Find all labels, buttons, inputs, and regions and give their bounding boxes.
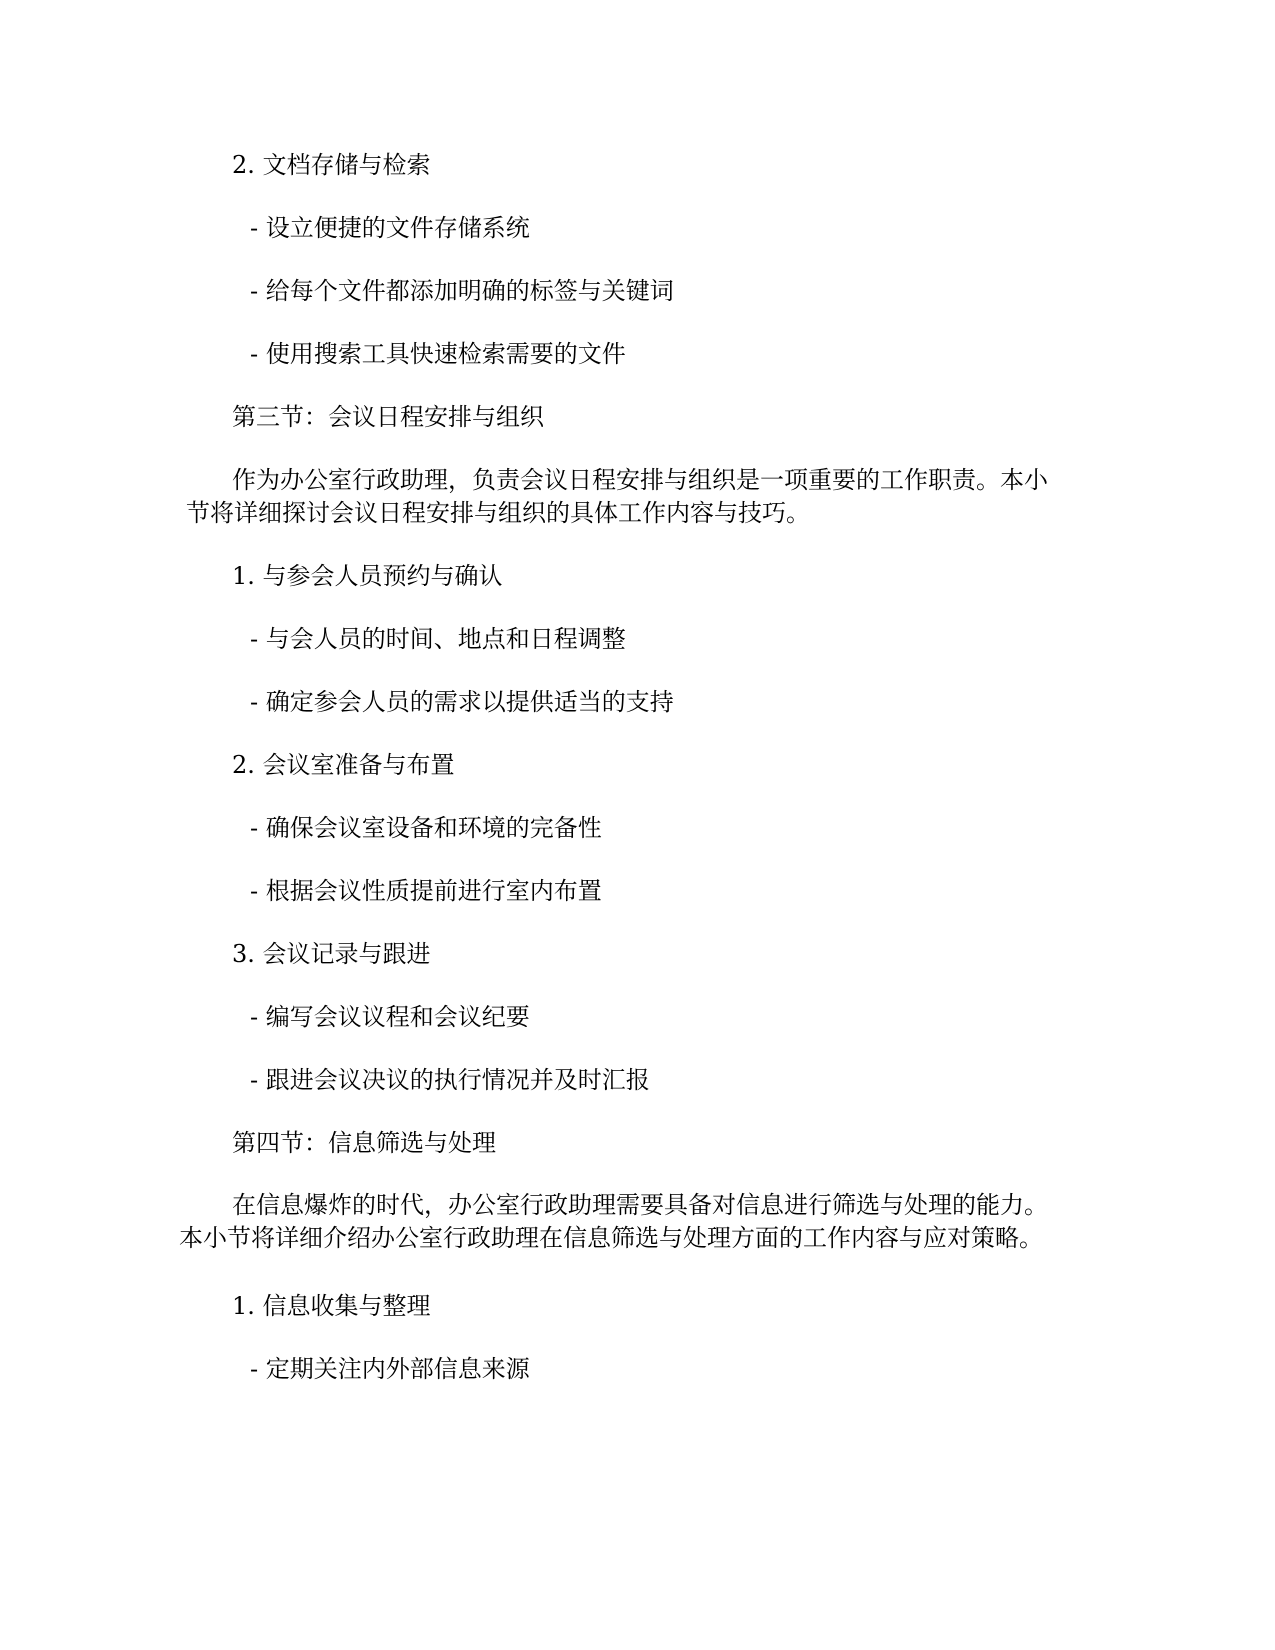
list-item: - 跟进会议决议的执行情况并及时汇报 xyxy=(250,1066,650,1094)
list-item: - 确保会议室设备和环境的完备性 xyxy=(250,814,602,842)
list-heading: 2. 会议室准备与布置 xyxy=(232,751,455,779)
list-item: - 定期关注内外部信息来源 xyxy=(250,1355,530,1383)
paragraph-line: 节将详细探讨会议日程安排与组织的具体工作内容与技巧。 xyxy=(186,499,810,527)
list-item: - 与会人员的时间、地点和日程调整 xyxy=(250,625,626,653)
paragraph-line: 在信息爆炸的时代，办公室行政助理需要具备对信息进行筛选与处理的能力。 xyxy=(232,1191,1048,1219)
list-item: - 编写会议议程和会议纪要 xyxy=(250,1003,530,1031)
list-item: - 根据会议性质提前进行室内布置 xyxy=(250,877,602,905)
paragraph-line: 作为办公室行政助理，负责会议日程安排与组织是一项重要的工作职责。本小 xyxy=(232,466,1048,494)
list-heading: 1. 与参会人员预约与确认 xyxy=(232,562,503,590)
list-heading: 1. 信息收集与整理 xyxy=(232,1292,431,1320)
paragraph-line: 本小节将详细介绍办公室行政助理在信息筛选与处理方面的工作内容与应对策略。 xyxy=(179,1224,1043,1252)
list-item: - 使用搜索工具快速检索需要的文件 xyxy=(250,340,626,368)
section-heading: 第四节：信息筛选与处理 xyxy=(232,1129,496,1157)
section-heading: 第三节：会议日程安排与组织 xyxy=(232,403,544,431)
list-heading: 2. 文档存储与检索 xyxy=(232,151,431,179)
list-item: - 确定参会人员的需求以提供适当的支持 xyxy=(250,688,674,716)
list-item: - 设立便捷的文件存储系统 xyxy=(250,214,530,242)
list-heading: 3. 会议记录与跟进 xyxy=(232,940,431,968)
list-item: - 给每个文件都添加明确的标签与关键词 xyxy=(250,277,674,305)
